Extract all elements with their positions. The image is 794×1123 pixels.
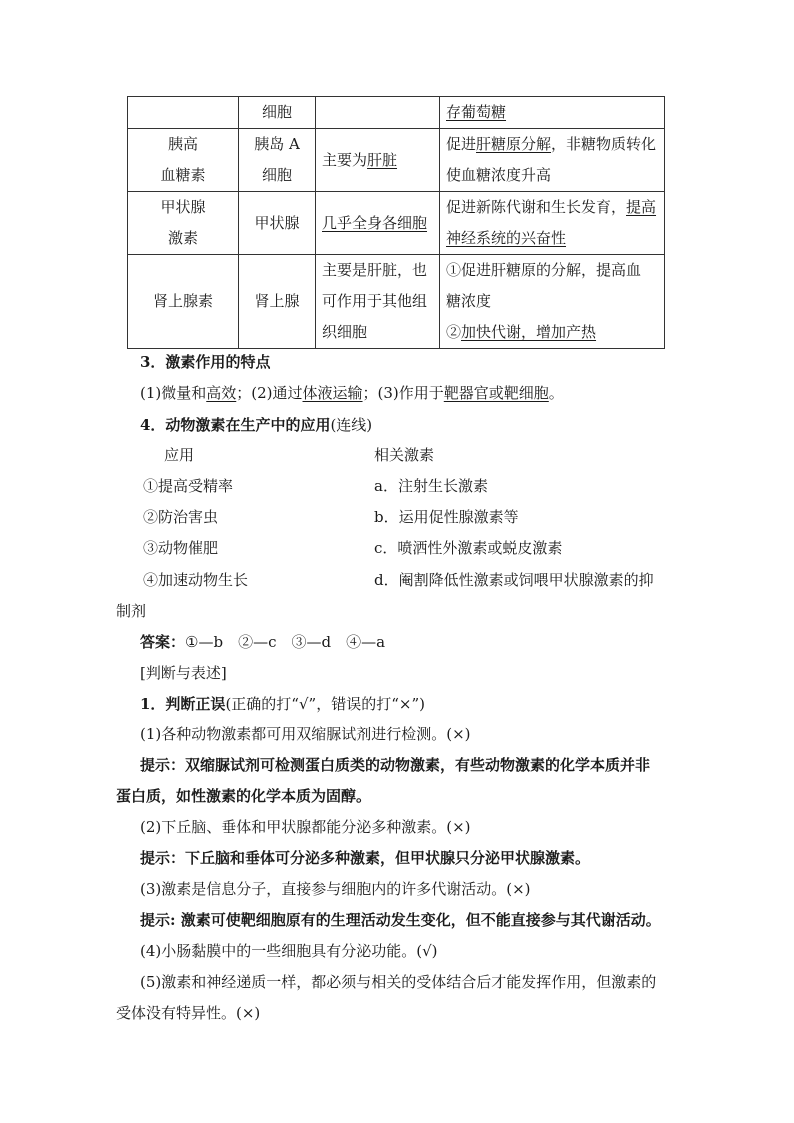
hormone-name-cell	[128, 97, 239, 129]
cell-line	[446, 255, 658, 286]
application-item: ②防治害虫	[143, 508, 219, 526]
hormone-table	[127, 96, 665, 349]
cell-line	[446, 286, 658, 317]
hormone-name-cell: 肾上腺素	[128, 255, 239, 349]
section-3-text	[140, 383, 564, 403]
text-run: 提示：下丘脑和垂体可分泌多种激素，但甲状腺只分泌甲状腺激素。	[140, 849, 591, 867]
judge-section-title: [判断与表述]	[140, 664, 227, 682]
function-cell	[440, 255, 665, 349]
text-run: ；(2)通过	[236, 384, 303, 402]
section-3-heading	[140, 352, 270, 372]
judge-statement: (3)激素是信息分子，直接参与细胞内的许多代谢活动。(×)	[140, 880, 531, 898]
judge-question-heading	[140, 694, 425, 714]
cell-line	[446, 317, 658, 348]
text-run: 加快代谢，增加产热	[461, 323, 597, 341]
judge-statement: (4)小肠黏膜中的一些细胞具有分泌功能。(√)	[140, 942, 438, 960]
function-cell	[440, 192, 665, 255]
text-run: 高效	[206, 384, 237, 402]
hint-line	[140, 848, 590, 868]
hormone-item: d．阉割降低性激素或饲喂甲状腺激素的抑	[374, 571, 654, 589]
application-item: ③动物催肥	[143, 539, 219, 557]
judge-statement: (1)各种动物激素都可用双缩脲试剂进行检测。(×)	[140, 725, 471, 743]
text-run: 。	[548, 384, 564, 402]
answer-line	[140, 632, 385, 652]
target-cell	[316, 192, 440, 255]
secreting-organ-cell: 细胞	[239, 97, 316, 129]
text-run: 提示: 激素可使靶细胞原有的生理活动发生变化，但不能直接参与其代谢活动。	[140, 911, 661, 929]
text-run: ①促进肝糖原的分解，提高血	[446, 261, 642, 279]
cell-line: 血糖素	[160, 166, 206, 184]
application-item: ①提高受精率	[143, 477, 234, 495]
text-run: 主要是肝脏，也可作用于其他组织细胞	[322, 261, 428, 341]
text-run: 主要为	[322, 150, 368, 169]
text-run: 3．激素作用的特点	[140, 353, 271, 371]
judge-statement: (2)下丘脑、垂体和甲状腺都能分泌多种激素。(×)	[140, 818, 471, 836]
secreting-organ-cell	[239, 129, 316, 192]
function-cell	[440, 129, 665, 192]
table-row	[128, 255, 665, 349]
secreting-organ-cell: 肾上腺	[239, 255, 316, 349]
hint-line	[140, 755, 650, 775]
table-row	[128, 97, 665, 129]
text-run: (连线)	[330, 416, 373, 434]
target-cell	[316, 129, 440, 192]
text-run: 提高神经系统的兴奋性	[446, 198, 657, 247]
hormone-item: c．喷洒性外激素或蜕皮激素	[374, 539, 563, 557]
cell-line: 细胞	[261, 166, 292, 184]
text-run: 靶器官或靶细胞	[443, 384, 549, 402]
target-cell	[316, 255, 440, 349]
text-run: (正确的打“√”，错误的打“×”)	[225, 695, 425, 713]
text-run: ②	[446, 323, 462, 341]
text-run: 肝脏	[367, 150, 398, 169]
hormone-name-cell	[128, 129, 239, 192]
text-run: 糖浓度	[446, 292, 492, 310]
cell-line: 激素	[167, 229, 198, 247]
hormone-item: b．运用促性腺激素等	[374, 508, 519, 526]
text-run: 肝糖原分解	[476, 135, 552, 153]
cell-line: 胰高	[167, 135, 198, 153]
text-run: 体液运输	[302, 384, 363, 402]
cell-line: 胰岛 A	[254, 135, 300, 153]
col-application-header: 应用	[164, 446, 195, 464]
hint-line	[116, 786, 371, 806]
text-run: 促进新陈代谢和生长发育，	[446, 198, 627, 216]
target-cell	[316, 97, 440, 129]
text-run: 促进	[446, 135, 477, 153]
hormone-item-wrap: 制剂	[116, 602, 147, 620]
text-run: ①—b ②—c ③—d ④—a	[185, 633, 386, 651]
table-row	[128, 192, 665, 255]
application-item: ④加速动物生长	[143, 571, 249, 589]
text-run: 提示：双缩脲试剂可检测蛋白质类的动物激素，有些动物激素的化学本质并非	[140, 756, 651, 774]
text-run: 1．判断正误	[140, 695, 226, 713]
text-run: 蛋白质，如性激素的化学本质为固醇。	[116, 787, 372, 805]
text-run: 存葡萄糖	[446, 103, 507, 121]
table-row	[128, 129, 665, 192]
hormone-item: a．注射生长激素	[374, 477, 488, 495]
text-run: (1)微量和	[140, 384, 207, 402]
text-run: ，非糖物质转化使血糖浓度升高	[446, 135, 657, 184]
text-run: 答案：	[140, 633, 186, 651]
section-4-heading	[140, 415, 372, 435]
secreting-organ-cell: 甲状腺	[239, 192, 316, 255]
text-run: 几乎全身各细胞	[322, 213, 428, 232]
cell-line: 甲状腺	[160, 198, 206, 216]
text-run: 4．动物激素在生产中的应用	[140, 416, 331, 434]
col-hormone-header: 相关激素	[374, 446, 435, 464]
hormone-name-cell	[128, 192, 239, 255]
judge-statement: (5)激素和神经递质一样，都必须与相关的受体结合后才能发挥作用，但激素的	[140, 973, 657, 991]
function-cell	[440, 97, 665, 129]
text-run: ；(3)作用于	[362, 384, 444, 402]
hint-line	[140, 910, 661, 930]
judge-statement-wrap: 受体没有特异性。(×)	[116, 1004, 261, 1022]
